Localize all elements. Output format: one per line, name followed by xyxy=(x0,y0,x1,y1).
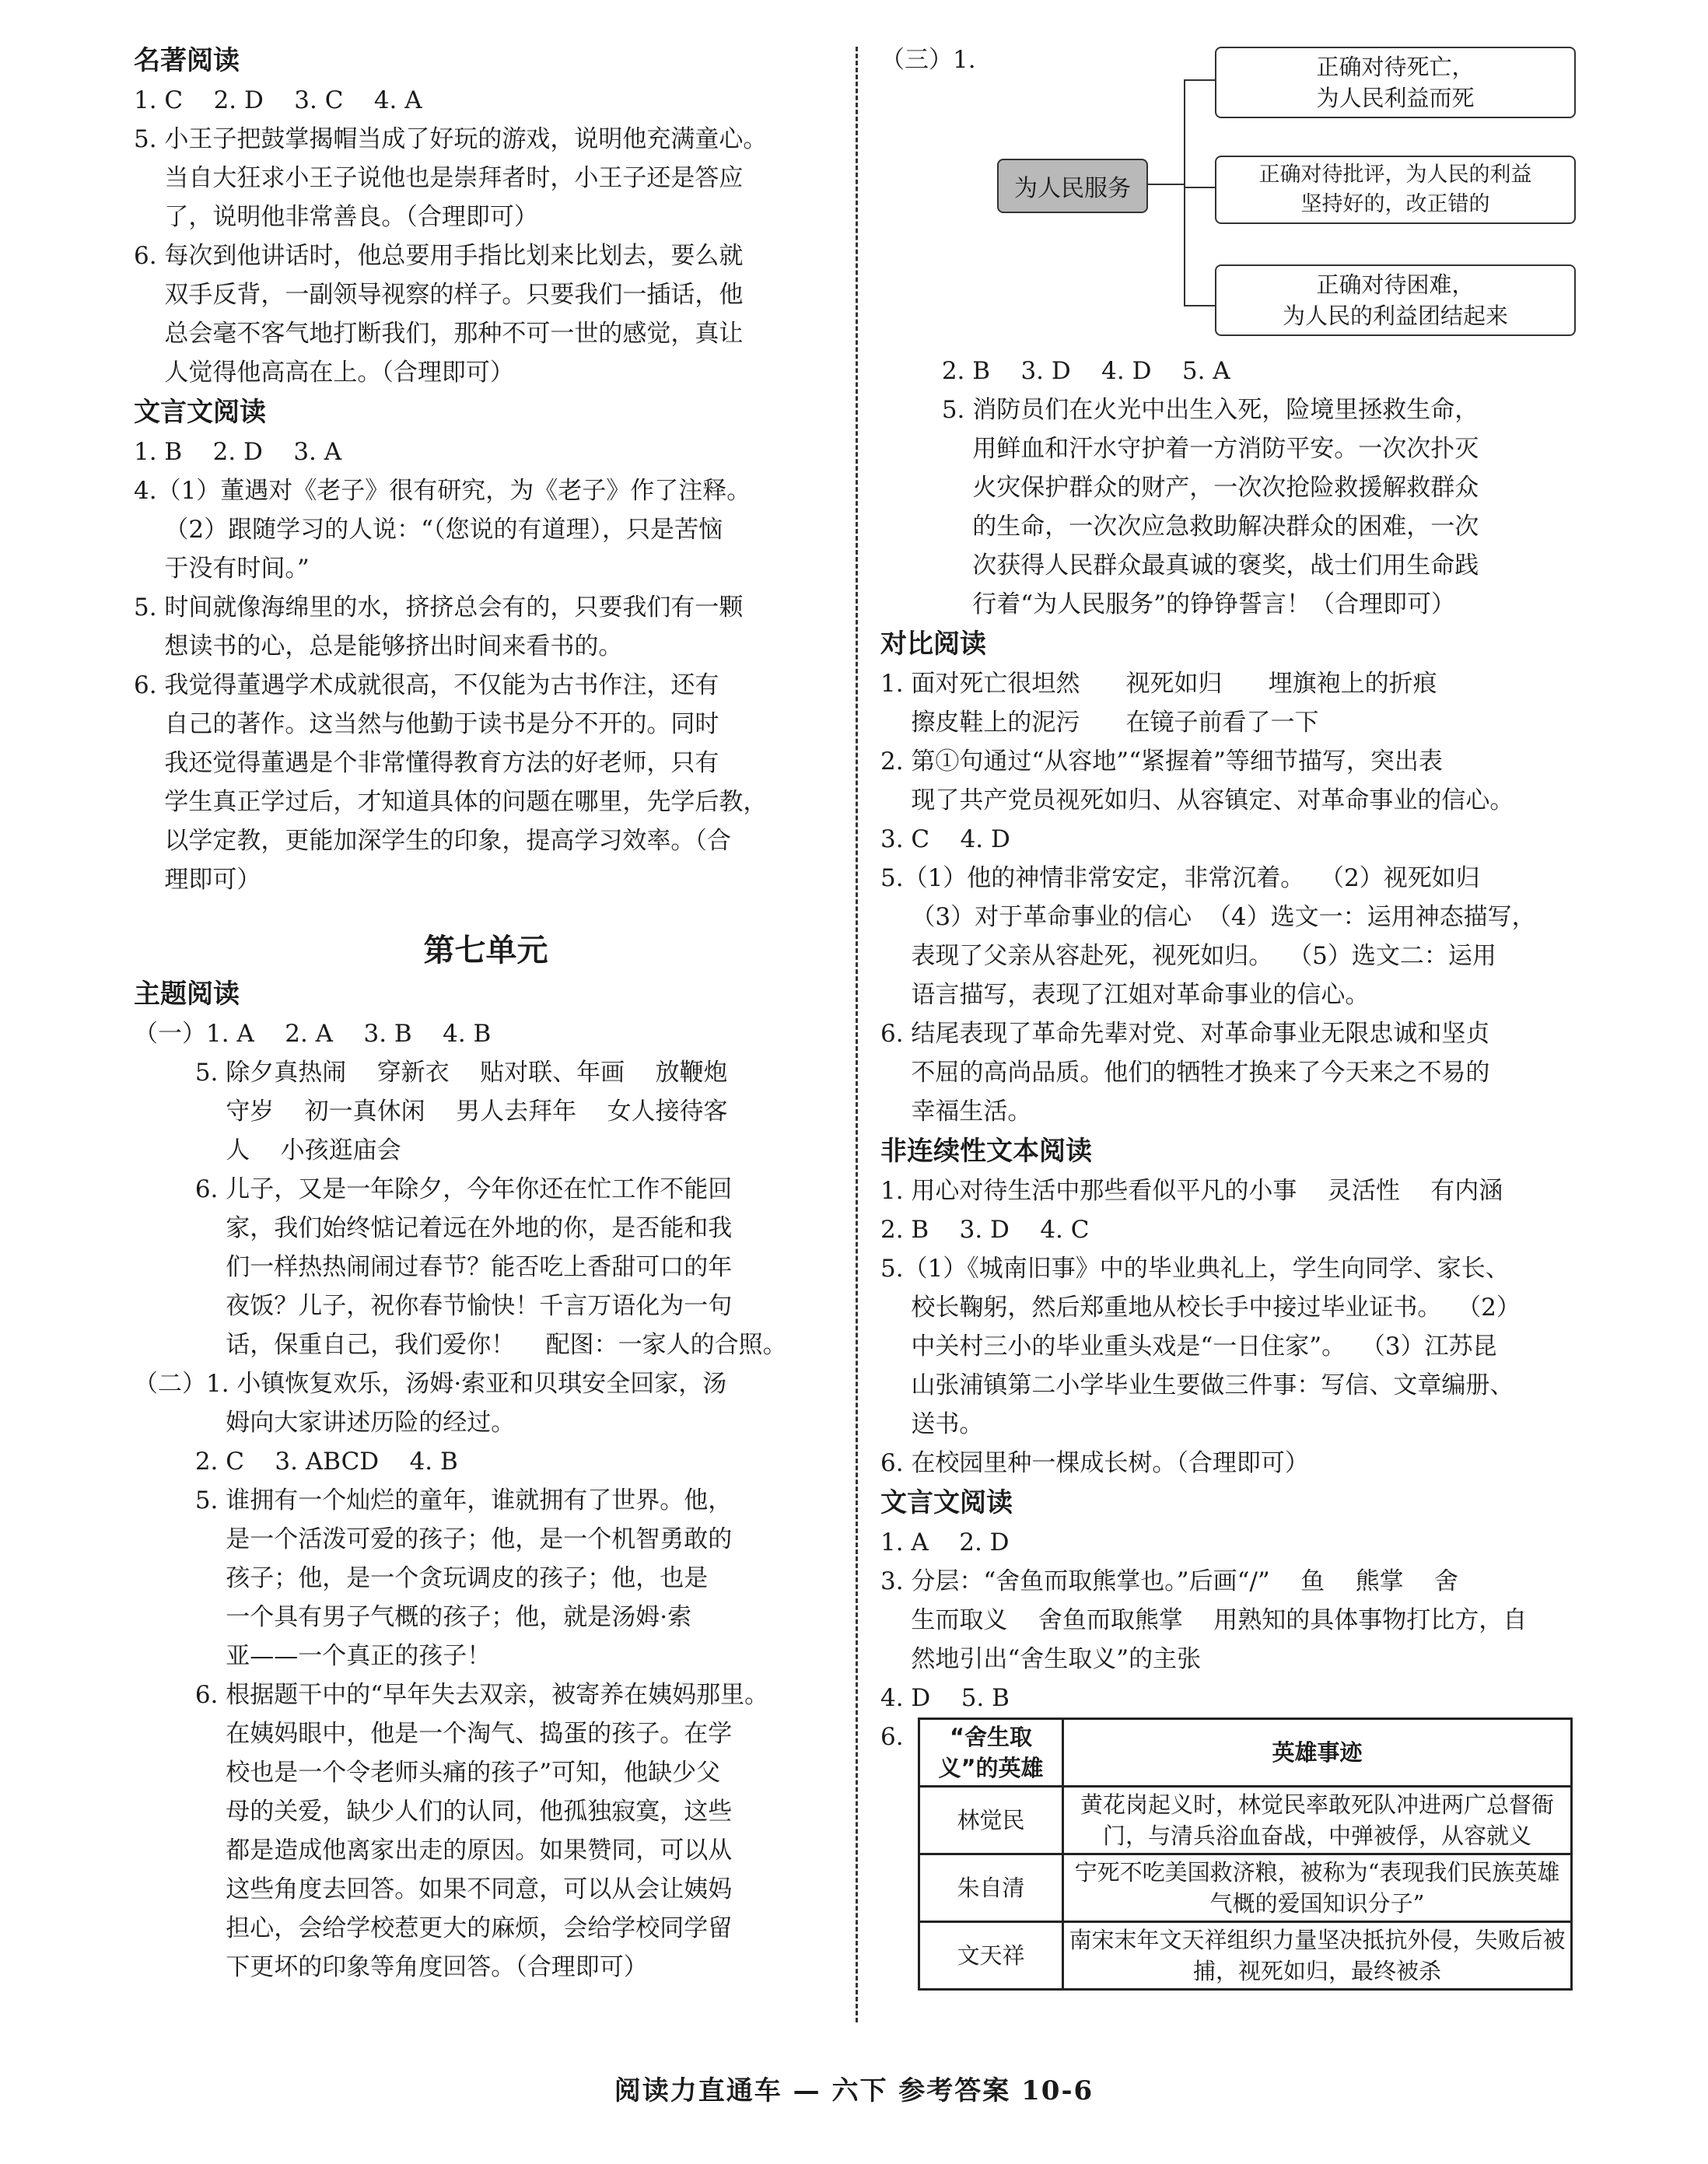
answer-line: 2. B 3. D 4. C xyxy=(880,1216,1090,1244)
answer-line: （一）1. A 2. A 3. B 4. B xyxy=(134,1020,492,1048)
answer-block xyxy=(880,664,1584,1131)
question-number: 6. xyxy=(880,1723,904,1751)
answer-block xyxy=(880,352,1584,624)
answer-block xyxy=(134,81,838,392)
answer-line: 语言描写，表现了江姐对革命事业的信心。 xyxy=(880,981,1370,1009)
answer-line: （2）跟随学习的人说：“（您说的有道理），只是苦恼 xyxy=(134,516,723,544)
branch-text: 正确对待死亡， xyxy=(1316,54,1475,80)
hero-name-cell: 林觉民 xyxy=(919,1787,1063,1854)
answer-line: 家，我们始终惦记着远在外地的你，是否能和我 xyxy=(134,1214,733,1242)
answer-line: 5. 小王子把鼓掌揭帽当成了好玩的游戏，说明他充满童心。 xyxy=(134,125,768,153)
answer-line: 我还觉得董遇是个非常懂得教育方法的好老师，只有 xyxy=(134,749,719,777)
connector-line xyxy=(1145,184,1184,185)
answer-line: 表现了父亲从容赴死，视死如归。 （5）选文二：运用 xyxy=(880,942,1496,970)
answer-line: 想读书的心，总是能够挤出时间来看书的。 xyxy=(134,632,623,660)
answer-line: 不屈的高尚品质。他们的牺牲才换来了今天来之不易的 xyxy=(880,1059,1490,1087)
answer-line: 5. 时间就像海绵里的水，挤挤总会有的，只要我们有一颗 xyxy=(134,594,744,622)
column-divider xyxy=(856,47,858,2022)
answer-line: 自己的著作。这当然与他勤于读书是分不开的。同时 xyxy=(134,710,719,738)
answer-line: （3）对于革命事业的信心 （4）选文一：运用神态描写， xyxy=(880,903,1536,931)
answer-line: 3. 分层：“舍鱼而取熊掌也。”后画“/” 鱼 熊掌 舍 xyxy=(880,1567,1459,1595)
section-title: 主题阅读 xyxy=(134,979,240,1010)
answer-line: 用鲜血和汗水守护着一方消防平安。一次次扑灭 xyxy=(880,435,1479,463)
answer-block xyxy=(880,1171,1584,1483)
answer-line: 夜饭？儿子，祝你春节愉快！千言万语化为一句 xyxy=(134,1292,733,1320)
answer-line: 6. 根据题干中的“早年失去双亲，被寄养在姨妈那里。 xyxy=(134,1681,769,1709)
answer-line: 担心，会给学校惹更大的麻烦，会给学校同学留 xyxy=(134,1914,733,1942)
answer-line: 山张浦镇第二小学毕业生要做三件事：写信、文章编册、 xyxy=(880,1371,1514,1399)
answer-line: 5. 除夕真热闹 穿新衣 贴对联、年画 放鞭炮 xyxy=(134,1059,728,1087)
page-footer: 阅读力直通车 — 六下 参考答案 10-6 xyxy=(614,2075,1094,2106)
hero-table-block xyxy=(880,1718,1584,1991)
diagram-branch-box xyxy=(1215,264,1576,336)
answer-line: 人 小孩逛庙会 xyxy=(134,1136,401,1164)
answer-line: 1. A 2. D xyxy=(880,1528,1010,1556)
answer-line: 姆向大家讲述历险的经过。 xyxy=(134,1409,516,1437)
section-title: 非连续性文本阅读 xyxy=(880,1136,1092,1167)
connector-line xyxy=(1184,79,1215,81)
answer-line: 5.（1）《城南旧事》中的毕业典礼上，学生向同学、家长、 xyxy=(880,1255,1510,1283)
section-title: 文言文阅读 xyxy=(134,397,266,428)
answer-line: 6. 儿子，又是一年除夕，今年你还在忙工作不能回 xyxy=(134,1175,733,1203)
answer-line: 次获得人民群众最真诚的褒奖，战士们用生命践 xyxy=(880,552,1479,580)
connector-line xyxy=(1184,305,1215,306)
diagram-branch-box xyxy=(1215,47,1576,118)
answer-line: 幸福生活。 xyxy=(880,1098,1032,1126)
hero-deed-cell: 南宋末年文天祥组织力量坚决抵抗外侵，失败后被捕，视死如归，最终被杀 xyxy=(1063,1922,1572,1990)
answer-line: 于没有时间。” xyxy=(134,555,310,583)
section-title: 名著阅读 xyxy=(134,45,240,76)
answer-line: 守岁 初一真休闲 男人去拜年 女人接待客 xyxy=(134,1098,728,1126)
section-title: 对比阅读 xyxy=(880,629,986,660)
answer-line: 2. B 3. D 4. D 5. A xyxy=(880,357,1230,385)
section-title: 文言文阅读 xyxy=(880,1487,1013,1518)
answer-line: 话，保重自己，我们爱你！ 配图：一家人的合照。 xyxy=(134,1331,787,1359)
answer-line: 6. 我觉得董遇学术成就很高，不仅能为古书作注，还有 xyxy=(134,671,719,699)
answer-line: 一个具有男子气概的孩子；他，就是汤姆·索 xyxy=(134,1603,692,1631)
answer-line: 1. 面对死亡很坦然 视死如归 埋旗袍上的折痕 xyxy=(880,670,1437,698)
answer-line: 理即可） xyxy=(134,866,261,894)
table-header-cell: “舍生取义”的英雄 xyxy=(919,1719,1063,1787)
answer-line: 们一样热热闹闹过春节？能否吃上香甜可口的年 xyxy=(134,1253,733,1281)
answer-block xyxy=(134,1014,838,1987)
answer-line: 下更坏的印象等角度回答。（合理即可） xyxy=(134,1953,648,1981)
concept-diagram xyxy=(880,40,1584,352)
answer-line: （二）1. 小镇恢复欢乐，汤姆·索亚和贝琪安全回家，汤 xyxy=(134,1370,727,1398)
answer-line: 送书。 xyxy=(880,1410,984,1438)
unit-title: 第七单元 xyxy=(423,933,548,968)
table-header-row xyxy=(919,1719,1572,1787)
answer-line: 总会毫不客气地打断我们，那种不可一世的感觉，真让 xyxy=(134,320,744,348)
question-number: （三）1. xyxy=(880,46,976,74)
answer-line: 1. 用心对待生活中那些看似平凡的小事 灵活性 有内涵 xyxy=(880,1177,1503,1205)
branch-text: 为人民利益而死 xyxy=(1316,85,1475,111)
answer-line: 这些角度去回答。如果不同意，可以从会让姨妈 xyxy=(134,1875,733,1903)
answer-line: 是一个活泼可爱的孩子；他，是一个机智勇敢的 xyxy=(134,1525,733,1553)
answer-line: 孩子；他，是一个贪玩调皮的孩子；他，也是 xyxy=(134,1564,709,1592)
answer-block xyxy=(134,432,838,899)
branch-text: 坚持好的，改正错的 xyxy=(1300,192,1490,216)
answer-line: 火灾保护群众的财产，一次次抢险救援解救群众 xyxy=(880,474,1479,502)
answer-line: 擦皮鞋上的泥污 在镜子前看了一下 xyxy=(880,709,1319,737)
answer-line: 学生真正学过后，才知道具体的问题在哪里，先学后教， xyxy=(134,788,768,816)
answer-line: 现了共产党员视死如归、从容镇定、对革命事业的信心。 xyxy=(880,786,1514,814)
answer-line: 双手反背，一副领导视察的样子。只要我们一插话，他 xyxy=(134,281,744,309)
diagram-center-box: 为人民服务 xyxy=(997,159,1148,213)
answer-line: 了，说明他非常善良。（合理即可） xyxy=(134,203,538,231)
hero-deed-cell: 宁死不吃美国救济粮，被称为“表现我们民族英雄气概的爱国知识分子” xyxy=(1063,1854,1572,1922)
answer-block xyxy=(880,1523,1584,1718)
answer-line: 校也是一个令老师头痛的孩子”可知，他缺少父 xyxy=(134,1759,721,1787)
answer-line: 2. C 3. ABCD 4. B xyxy=(134,1448,458,1476)
answer-line: 1. B 2. D 3. A xyxy=(134,438,342,466)
answer-line: 中关村三小的毕业重头戏是“一日住家”。 （3）江苏昆 xyxy=(880,1332,1497,1360)
right-column xyxy=(880,40,1584,1991)
hero-table xyxy=(918,1718,1573,1991)
answer-line: 的生命，一次次应急救助解决群众的困难，一次 xyxy=(880,513,1479,541)
answer-line: 6. 在校园里种一棵成长树。（合理即可） xyxy=(880,1449,1309,1477)
branch-text: 为人民的利益团结起来 xyxy=(1282,303,1508,329)
table-row xyxy=(919,1787,1572,1854)
hero-deed-cell: 黄花岗起义时，林觉民率敢死队冲进两广总督衙门，与清兵浴血奋战，中弹被俘，从容就义 xyxy=(1063,1787,1572,1854)
table-header-cell: 英雄事迹 xyxy=(1063,1719,1572,1787)
answer-line: 当自大狂求小王子说他也是崇拜者时，小王子还是答应 xyxy=(134,164,744,192)
left-column xyxy=(134,40,838,1987)
answer-line: 6. 每次到他讲话时，他总要用手指比划来比划去，要么就 xyxy=(134,242,744,270)
answer-line: 5.（1）他的神情非常安定，非常沉着。 （2）视死如归 xyxy=(880,864,1480,892)
answer-line: 然地引出“舍生取义”的主张 xyxy=(880,1645,1202,1673)
answer-line: 都是造成他离家出走的原因。如果赞同，可以从 xyxy=(134,1837,733,1865)
branch-text: 正确对待批评，为人民的利益 xyxy=(1258,163,1532,187)
answer-line: 2. 第①句通过“从容地”“紧握着”等细节描写，突出表 xyxy=(880,748,1443,776)
answer-line: 在姨妈眼中，他是一个淘气、捣蛋的孩子。在学 xyxy=(134,1720,733,1748)
answer-line: 6. 结尾表现了革命先辈对党、对革命事业无限忠诚和坚贞 xyxy=(880,1020,1490,1048)
table-row xyxy=(919,1854,1572,1922)
answer-line: 以学定教，更能加深学生的印象，提高学习效率。（合 xyxy=(134,827,731,855)
answer-line: 生而取义 舍鱼而取熊掌 用熟知的具体事物打比方，自 xyxy=(880,1606,1528,1634)
connector-line xyxy=(1184,187,1215,188)
hero-name-cell: 文天祥 xyxy=(919,1922,1063,1990)
answer-line: 亚——一个真正的孩子！ xyxy=(134,1642,492,1670)
hero-name-cell: 朱自清 xyxy=(919,1854,1063,1922)
answer-line: 行着“为人民服务”的铮铮誓言！（合理即可） xyxy=(880,590,1455,618)
answer-line: 母的关爱，缺少人们的认同，他孤独寂寞，这些 xyxy=(134,1798,733,1826)
answer-line: 4. D 5. B xyxy=(880,1684,1010,1712)
diagram-branch-box xyxy=(1215,156,1576,224)
table-row xyxy=(919,1922,1572,1990)
connector-line xyxy=(1184,79,1185,305)
answer-line: 4.（1）董遇对《老子》很有研究，为《老子》作了注释。 xyxy=(134,477,751,505)
answer-line: 3. C 4. D xyxy=(880,825,1010,853)
branch-text: 正确对待困难， xyxy=(1316,271,1475,298)
answer-line: 校长鞠躬，然后郑重地从校长手中接过毕业证书。 （2） xyxy=(880,1294,1521,1322)
answer-line: 5. 谁拥有一个灿烂的童年，谁就拥有了世界。他， xyxy=(134,1486,733,1514)
answer-line: 人觉得他高高在上。（合理即可） xyxy=(134,359,514,387)
answer-line: 5. 消防员们在火光中出生入死，险境里拯救生命， xyxy=(880,396,1479,424)
answer-line: 1. C 2. D 3. C 4. A xyxy=(134,86,422,114)
